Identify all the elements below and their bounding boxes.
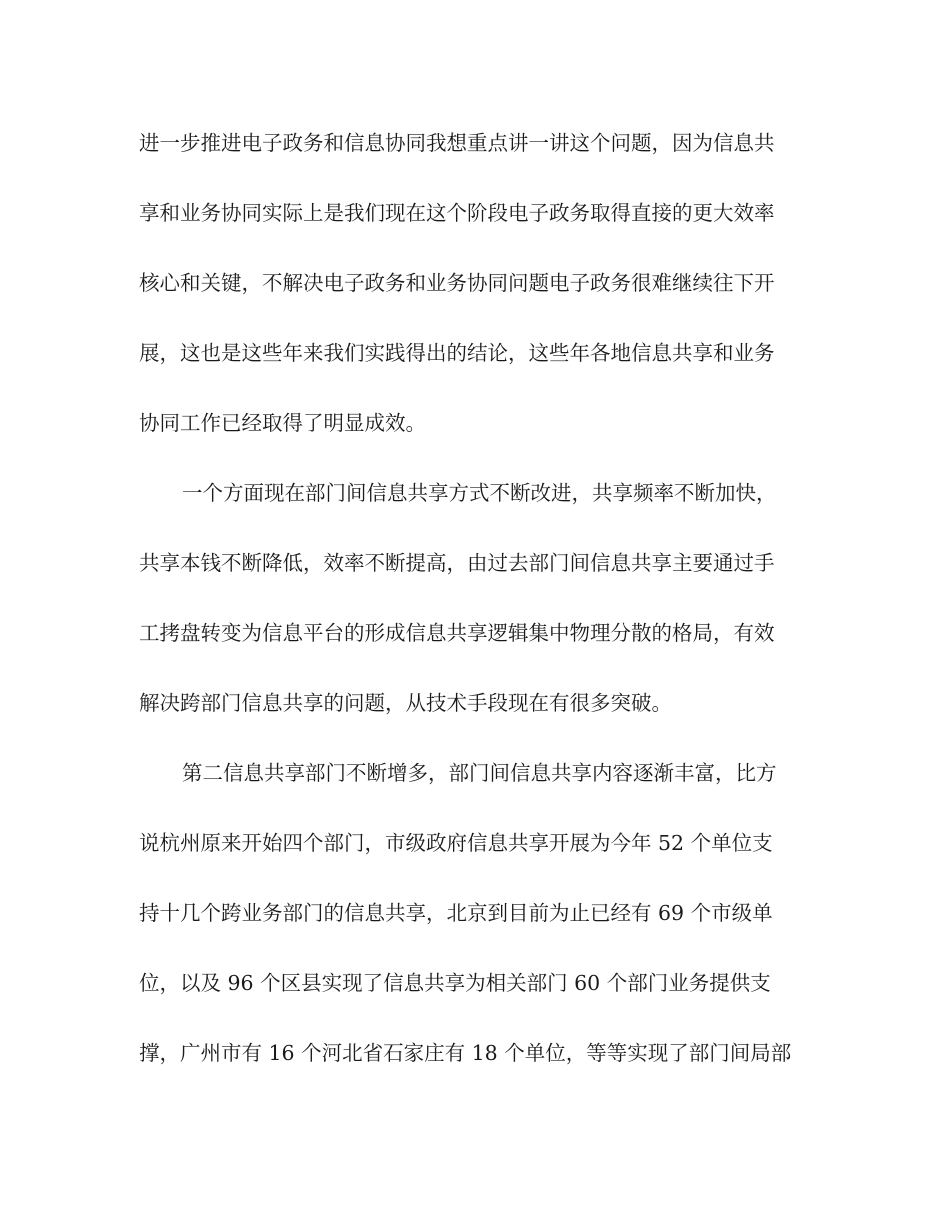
paragraph-2-line-4: 解决跨部门信息共享的问题，从技术手段现在有很多突破。 <box>139 691 672 715</box>
paragraph-3-line-4: 位，以及 96 个区县实现了信息共享为相关部门 60 个部门业务提供支 <box>139 971 771 995</box>
paragraph-3-line-1: 第二信息共享部门不断增多，部门间信息共享内容逐渐丰富，比方 <box>182 761 777 785</box>
paragraph-1-line-1: 进一步推进电子政务和信息协同我想重点讲一讲这个问题，因为信息共 <box>139 131 775 155</box>
paragraph-3-line-3: 持十几个跨业务部门的信息共享，北京到目前为止已经有 69 个市级单 <box>139 901 773 925</box>
paragraph-3-line-5: 撑，广州市有 16 个河北省石家庄有 18 个单位，等等实现了部门间局部 <box>139 1041 792 1065</box>
paragraph-2-line-3: 工拷盘转变为信息平台的形成信息共享逻辑集中物理分散的格局，有效 <box>139 621 775 645</box>
paragraph-1-line-5: 协同工作已经取得了明显成效。 <box>139 411 426 435</box>
paragraph-2-line-2: 共享本钱不断降低，效率不断提高，由过去部门间信息共享主要通过手 <box>139 551 775 575</box>
paragraph-1-line-2: 享和业务协同实际上是我们现在这个阶段电子政务取得直接的更大效率 <box>139 201 775 225</box>
paragraph-3-line-2: 说杭州原来开始四个部门，市级政府信息共享开展为今年 52 个单位支 <box>139 831 773 855</box>
paragraph-1-line-4: 展，这也是这些年来我们实践得出的结论，这些年各地信息共享和业务 <box>139 341 775 365</box>
paragraph-1-line-3: 核心和关键，不解决电子政务和业务协同问题电子政务很难继续往下开 <box>139 271 775 295</box>
paragraph-2-line-1: 一个方面现在部门间信息共享方式不断改进，共享频率不断加快， <box>182 481 777 505</box>
